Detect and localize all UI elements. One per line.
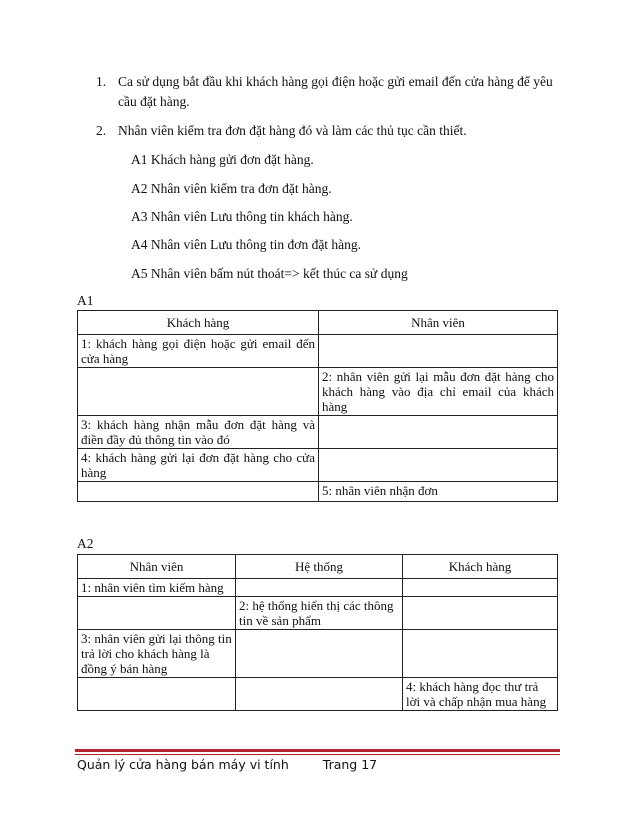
step-text: Ca sử dụng bắt đầu khi khách hàng gọi điện hoặc gửi email đến cửa hàng để yêu cầu đặt hàng.	[118, 74, 553, 109]
table-cell	[236, 579, 403, 597]
table-row	[78, 678, 558, 711]
table-cell: 1: nhân viên tìm kiếm hàng	[78, 579, 236, 597]
table-cell	[319, 335, 558, 368]
table-header-row	[78, 311, 558, 335]
table-cell	[403, 630, 558, 678]
table-cell	[236, 678, 403, 711]
table-row	[78, 335, 558, 368]
step-number: 2.	[96, 123, 107, 138]
step-text: Nhân viên kiểm tra đơn đặt hàng đó và làm các thủ tục cần thiết.	[118, 123, 467, 138]
table-cell: 2: nhân viên gửi lại mẫu đơn đặt hàng cho khách hàng vào địa chỉ email của khách hàng	[319, 368, 558, 416]
page-footer	[77, 757, 377, 773]
column-header: Khách hàng	[78, 311, 319, 335]
step-2	[96, 121, 556, 141]
table-cell	[78, 678, 236, 711]
footer-rule	[75, 749, 560, 752]
table-row	[78, 449, 558, 482]
column-header: Nhân viên	[78, 555, 236, 579]
column-header: Hệ thống	[236, 555, 403, 579]
table-cell: 1: khách hàng gọi điện hoặc gửi email đến cửa hàng	[78, 335, 319, 368]
table-row	[78, 579, 558, 597]
table-cell: 4: khách hàng gửi lại đơn đặt hàng cho cửa hàng	[78, 449, 319, 482]
table-cell: 5: nhân viên nhận đơn	[319, 482, 558, 502]
table-cell	[319, 416, 558, 449]
page-number: Trang 17	[322, 757, 378, 772]
step-1	[96, 72, 556, 112]
column-header: Nhân viên	[319, 311, 558, 335]
substep-a2: A2 Nhân viên kiểm tra đơn đặt hàng.	[131, 181, 332, 196]
substep-a4: A4 Nhân viên Lưu thông tin đơn đặt hàng.	[131, 237, 362, 252]
substep-a3: A3 Nhân viên Lưu thông tin khách hàng.	[131, 209, 353, 224]
table-cell	[78, 597, 236, 630]
footer-title: Quản lý cửa hàng bán máy vi tính	[77, 757, 289, 772]
table-row	[78, 482, 558, 502]
substep-a5: A5 Nhân viên bấm nút thoát=> kết thúc ca sử dụng	[131, 266, 408, 281]
section-label-a2: A2	[77, 536, 94, 551]
table-cell: 3: khách hàng nhận mẫu đơn đặt hàng và điền đầy đủ thông tin vào đó	[78, 416, 319, 449]
column-header: Khách hàng	[403, 555, 558, 579]
table-row	[78, 368, 558, 416]
table-header-row	[78, 555, 558, 579]
table-cell: 4: khách hàng đọc thư trả lời và chấp nhận mua hàng	[403, 678, 558, 711]
table-cell	[78, 482, 319, 502]
table-cell	[403, 579, 558, 597]
table-cell: 2: hệ thống hiển thị các thông tin về sản phẩm	[236, 597, 403, 630]
table-cell	[319, 449, 558, 482]
step-number: 1.	[96, 74, 107, 89]
table-cell	[236, 630, 403, 678]
table-row	[78, 630, 558, 678]
table-a2	[77, 554, 558, 711]
table-row	[78, 416, 558, 449]
table-cell: 3: nhân viên gửi lại thông tin trả lời cho khách hàng là đồng ý bán hàng	[78, 630, 236, 678]
substep-a1: A1 Khách hàng gửi đơn đặt hàng.	[131, 152, 314, 167]
footer-rule-thin	[75, 754, 560, 755]
table-cell	[403, 597, 558, 630]
table-row	[78, 597, 558, 630]
table-a1	[77, 310, 558, 502]
table-cell	[78, 368, 319, 416]
section-label-a1: A1	[77, 293, 94, 308]
